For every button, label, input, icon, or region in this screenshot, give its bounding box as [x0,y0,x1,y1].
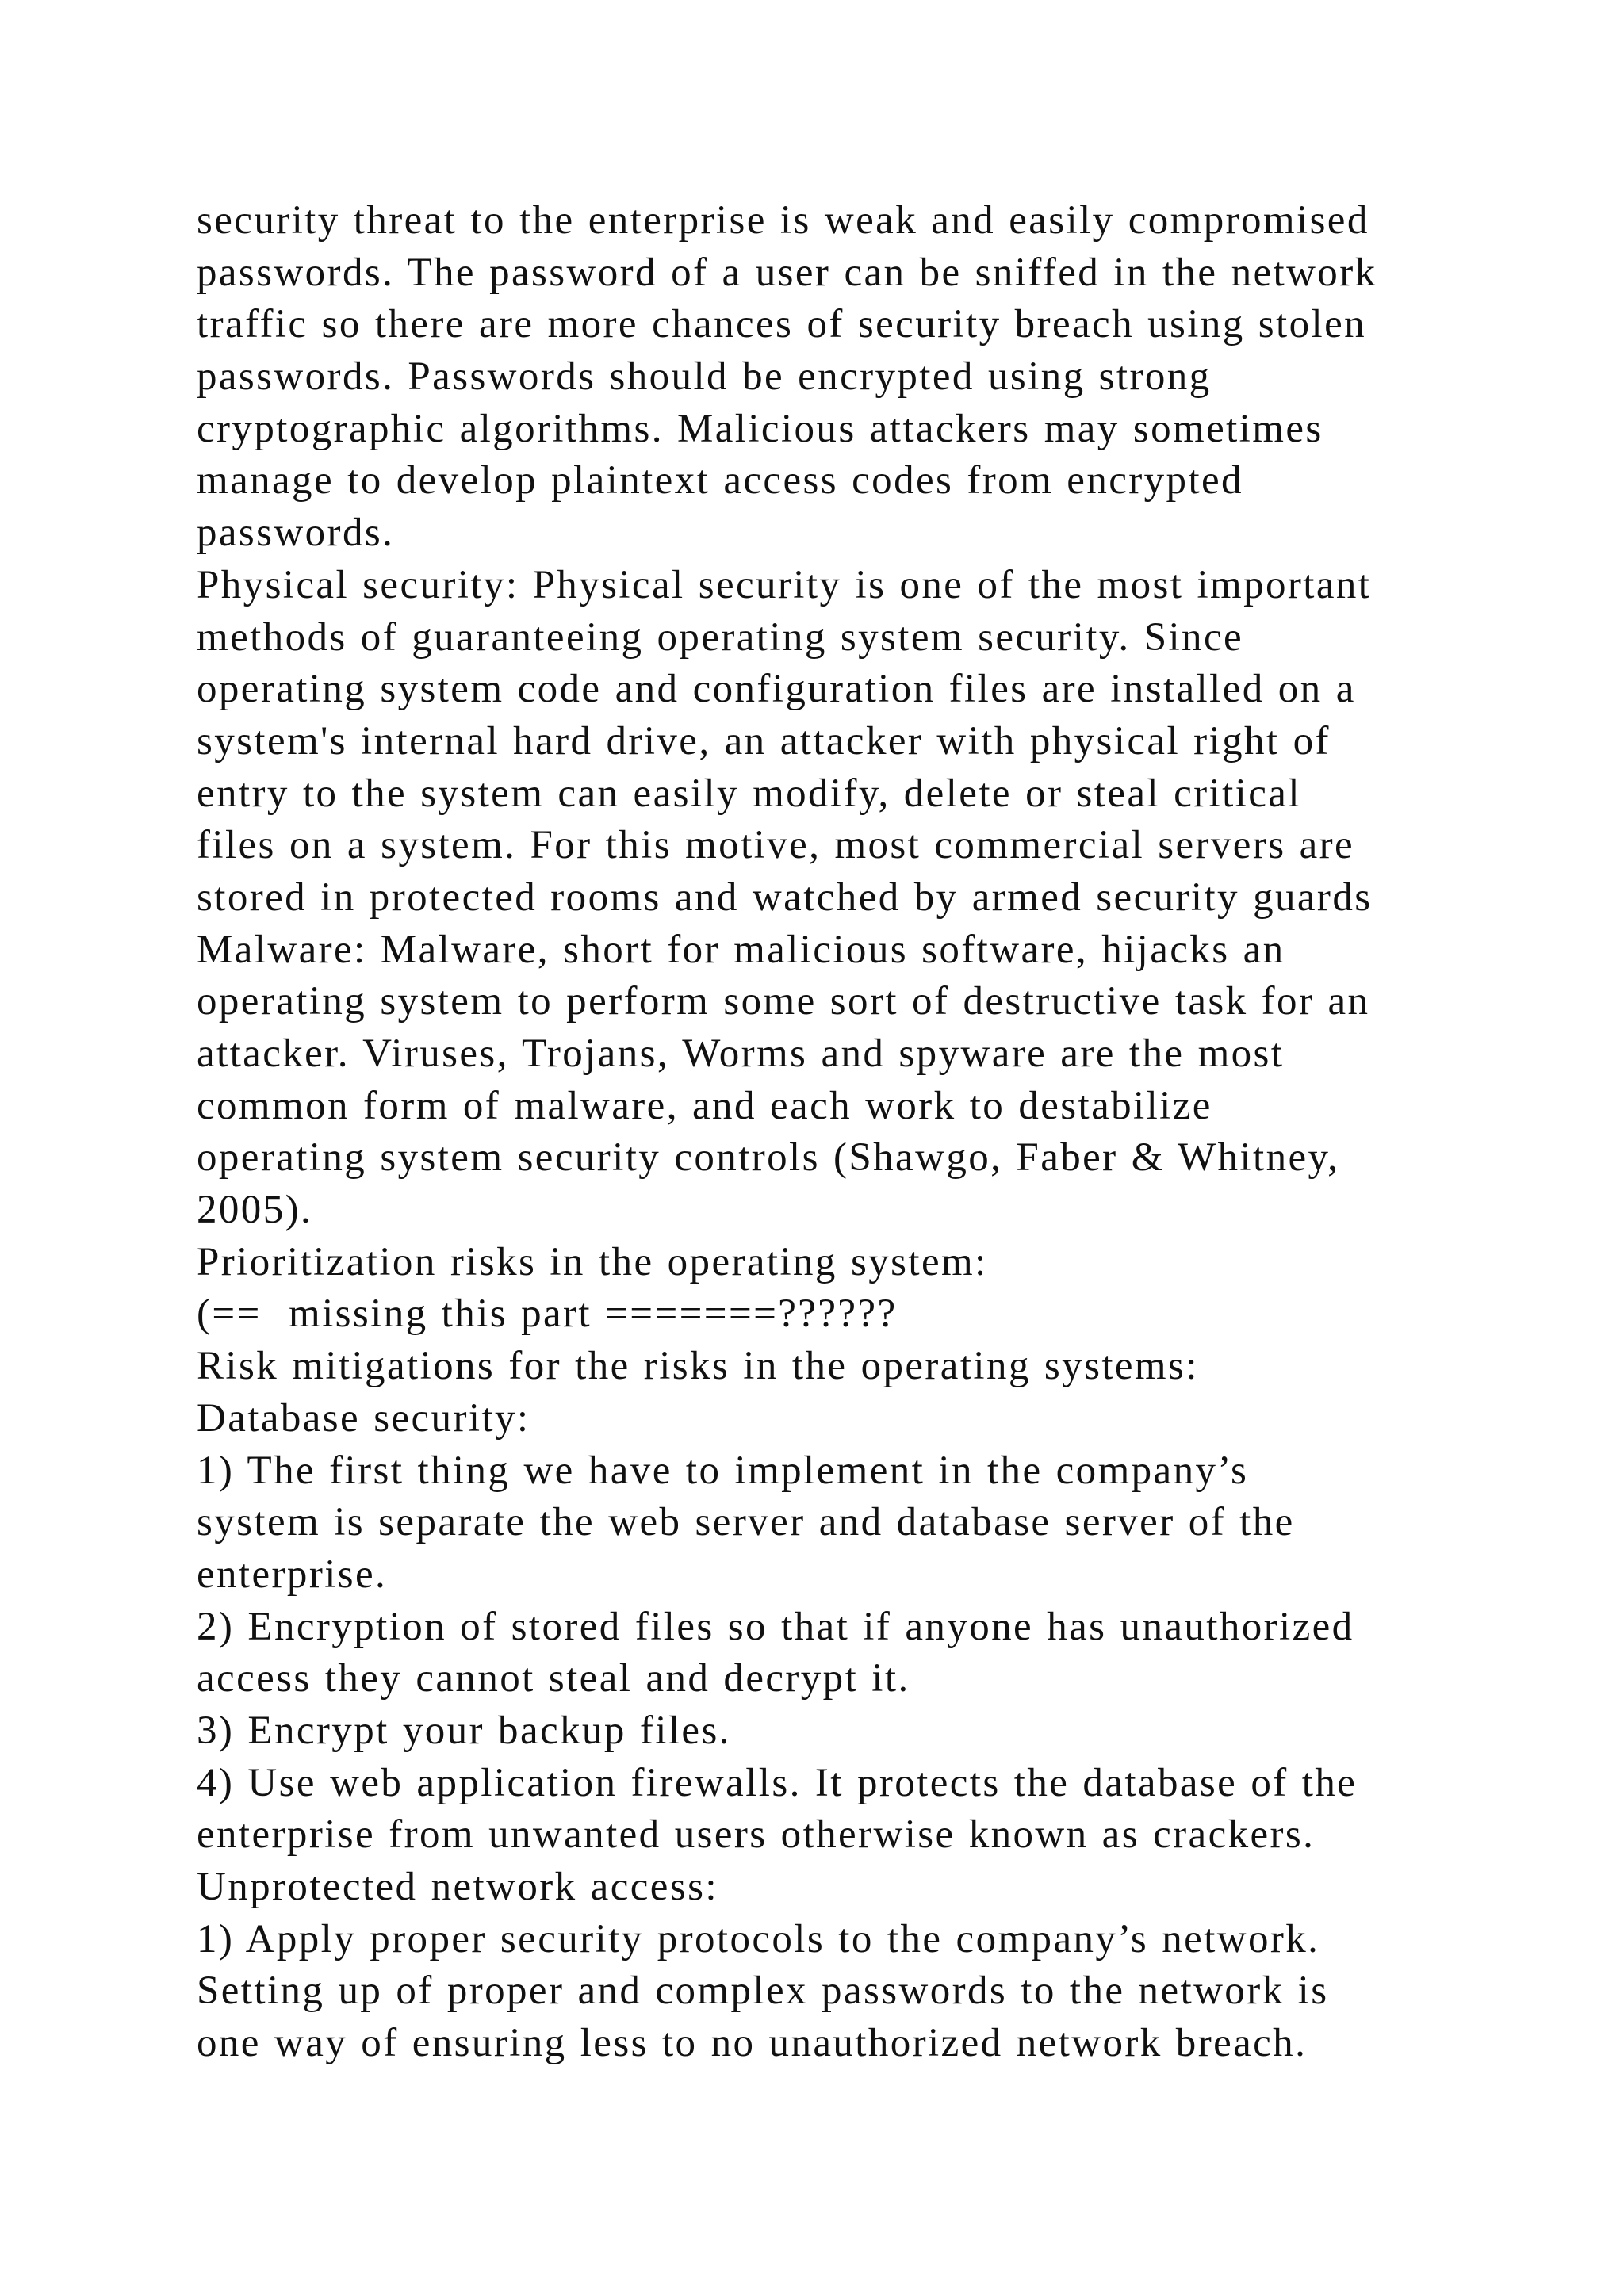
text-line: 2005). [197,1188,313,1233]
text-line: enterprise from unwanted users otherwise known as crackers. [197,1812,1316,1858]
text-line: 2) Encryption of stored files so that if anyone has unauthorized [197,1604,1354,1649]
text-line: files on a system. For this motive, most commercial servers are [197,823,1355,868]
text-line: Risk mitigations for the risks in the operating systems: [197,1344,1199,1389]
text-line: operating system security controls (Shawgo, Faber & Whitney, [197,1135,1340,1181]
text-line: Database security: [197,1395,530,1441]
text-line: methods of guaranteeing operating system security. Since [197,614,1244,660]
text-line: passwords. The password of a user can be sniffed in the network [197,250,1377,295]
text-line: entry to the system can easily modify, delete or steal critical [197,771,1301,816]
text-line: Malware: Malware, short for malicious software, hijacks an [197,927,1285,972]
text-line: access they cannot steal and decrypt it. [197,1656,910,1701]
text-line: one way of ensuring less to no unauthorized network breach. [197,2021,1308,2066]
text-line: system is separate the web server and database server of the [197,1500,1295,1545]
text-line: stored in protected rooms and watched by armed security guards [197,874,1373,920]
text-line: 3) Encrypt your backup files. [197,1708,731,1753]
text-line: security threat to the enterprise is weak and easily compromised [197,198,1369,243]
text-line: 4) Use web application firewalls. It protects the database of the [197,1760,1358,1805]
text-line: manage to develop plaintext access codes from encrypted [197,458,1243,503]
text-line: (== missing this part =======?????? [197,1292,898,1337]
text-line: passwords. [197,511,395,556]
text-line: attacker. Viruses, Trojans, Worms and spyware are the most [197,1031,1285,1076]
text-line: system's internal hard drive, an attacker with physical right of [197,718,1331,763]
text-line: 1) The first thing we have to implement in the company’s [197,1448,1249,1493]
text-line: Prioritization risks in the operating system: [197,1239,988,1284]
text-line: 1) Apply proper security protocols to the company’s network. [197,1916,1320,1961]
text-line: passwords. Passwords should be encrypted using strong [197,354,1212,400]
text-line: operating system to perform some sort of destructive task for an [197,979,1370,1024]
text-line: common form of malware, and each work to destabilize [197,1083,1212,1128]
body-text [197,195,1497,2070]
text-line: cryptographic algorithms. Malicious attackers may sometimes [197,406,1323,451]
text-line: Setting up of proper and complex passwords to the network is [197,1969,1329,2014]
text-line: Unprotected network access: [197,1865,718,1909]
text-line: Physical security: Physical security is one of the most important [197,562,1372,607]
text-line: traffic so there are more chances of security breach using stolen [197,302,1367,347]
text-line: enterprise. [197,1552,388,1597]
text-line: operating system code and configuration files are installed on a [197,667,1356,712]
